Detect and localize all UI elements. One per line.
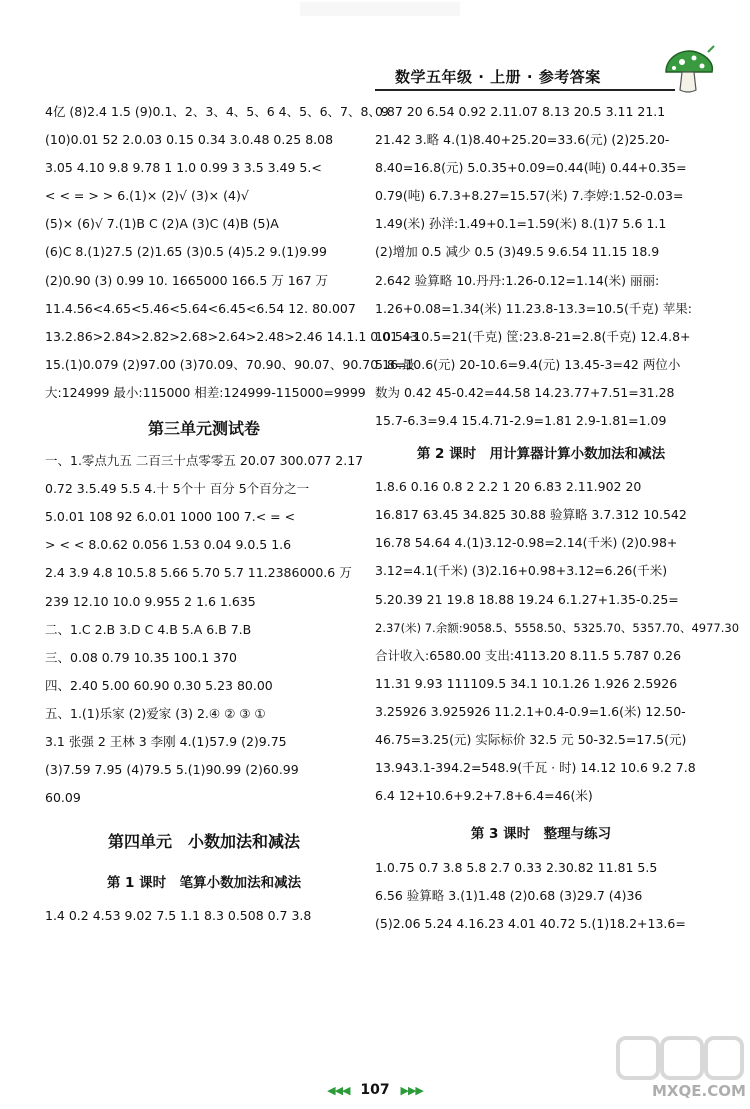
lesson-title-1: 第 1 课时 笔算小数加法和减法 [106,875,302,892]
answer-line: (3)7.59 7.95 (4)79.5 5.(1)90.99 (2)60.99 [45,762,299,778]
answer-line: 合计收入:6580.00 支出:4113.20 8.11.5 5.787 0.26 [375,647,682,663]
answer-line: 21.42 3.略 4.(1)8.40+25.20=33.6(元) (2)25.20- [375,132,670,148]
answer-line: (6)C 8.(1)27.5 (2)1.65 (3)0.5 (4)5.2 9.(1)9.99 [45,244,327,260]
section-title-unit3-test: 第三单元测试卷 [147,419,260,439]
answer-line: (2)0.90 (3) 0.99 10. 1665000 166.5 万 167 万 [45,272,329,288]
answer-line: 2.642 验算略 10.丹丹:1.26-0.12=1.14(米) 丽丽: [375,272,660,288]
page-number: 107 [360,1082,390,1098]
right-answers-block-b [375,473,740,810]
answer-line: (5)2.06 5.24 4.16.23 4.01 40.72 5.(1)18.2+13.6= [375,916,686,932]
answer-line: 5.8=10.6(元) 20-10.6=9.4(元) 13.45-3=42 两位小 [375,356,681,372]
answer-line: 3.25926 3.925926 11.2.1+0.4-0.9=1.6(米) 12.50- [375,703,686,719]
answer-line: 3.05 4.10 9.8 9.78 1 1.0 0.99 3 3.5 3.49 5.< [45,160,322,176]
answer-line: 16.78 54.64 4.(1)3.12-0.98=2.14(千米) (2)0.98+ [375,535,678,551]
page-footer [0,1082,750,1098]
answer-line: 二、1.C 2.B 3.D C 4.B 5.A 6.B 7.B [45,621,252,637]
answer-line: 1.0.75 0.7 3.8 5.8 2.7 0.33 2.30.82 11.81 5.5 [375,860,658,876]
lesson-title-3: 第 3 课时 整理与练习 [470,826,612,843]
answer-line: 5.0.01 108 92 6.0.01 1000 100 7.< = < [45,509,296,525]
answer-line: 60.09 [45,790,81,806]
header-underline [375,89,675,91]
watermark-text: MXQE.COM [652,1082,746,1100]
left-answers-block-c [45,902,363,930]
answer-line: 11.4.56<4.65<5.46<5.64<6.45<6.54 12. 80.007 [45,300,356,316]
answer-line: 3.12=4.1(千米) (3)2.16+0.98+3.12=6.26(千米) [375,563,668,579]
answer-line: 2.37(米) 7.余额:9058.5、5558.50、5325.70、5357.70、4977.30 [375,620,740,635]
answer-line: 10.5+10.5=21(千克) 筐:23.8-21=2.8(千克) 12.4.8+ [375,328,691,344]
answer-line: (10)0.01 52 2.0.03 0.15 0.34 3.0.48 0.25 8.08 [45,132,334,148]
answer-line: 0.72 3.5.49 5.5 4.十 5个十 百分 5个百分之一 [45,481,310,497]
lesson-title-2: 第 2 课时 用计算器计算小数加法和减法 [416,446,666,463]
answer-line: 16.817 63.45 34.825 30.88 验算略 3.7.312 10.542 [375,507,687,523]
answer-line: 五、1.(1)乐家 (2)爱家 (3) 2.④ ② ③ ① [45,705,266,721]
right-answers-block-c [375,854,707,938]
answer-line: 2.4 3.9 4.8 10.5.8 5.66 5.70 5.7 11.2386000.6 万 [45,565,352,581]
answer-line: 0.87 20 6.54 0.92 2.11.07 8.13 20.5 3.11 21.1 [375,104,666,119]
answer-line: 46.75=3.25(元) 实际标价 32.5 元 50-32.5=17.5(元) [375,731,687,747]
answer-line: > < < 8.0.62 0.056 1.53 0.04 9.0.5 1.6 [45,537,292,553]
answer-line: 1.49(米) 孙洋:1.49+0.1=1.59(米) 8.(1)7 5.6 1.1 [375,216,667,232]
answer-line: 1.8.6 0.16 0.8 2 2.2 1 20 6.83 2.11.902 20 [375,479,642,495]
answer-line: 6.4 12+10.6+9.2+7.8+6.4=46(米) [375,788,593,804]
answer-line: 四、2.40 5.00 60.90 0.30 5.23 80.00 [45,677,273,693]
next-arrows-icon: ▶▶▶ [400,1084,423,1097]
answer-line: 5.20.39 21 19.8 18.88 19.24 6.1.27+1.35-0.25= [375,591,679,607]
answer-line: 239 12.10 10.0 9.955 2 1.6 1.635 [45,593,256,609]
left-answers-block-b [45,447,363,812]
answer-line: 大:124999 最小:115000 相差:124999-115000=9999 [45,384,366,400]
answer-line: 一、1.零点九五 二百三十点零零五 20.07 300.077 2.17 [45,453,364,469]
answer-line: 13.943.1-394.2=548.9(千瓦 · 时) 14.12 10.6 9.2 7.8 [375,760,696,776]
right-answers-block-a [375,98,707,435]
answer-line: 1.4 0.2 4.53 9.02 7.5 1.1 8.3 0.508 0.7 3.8 [45,908,312,924]
answer-line: 11.31 9.93 111109.5 34.1 10.1.26 1.926 2.5926 [375,675,678,691]
answer-line: 15.7-6.3=9.4 15.4.71-2.9=1.81 2.9-1.81=1.09 [375,413,667,429]
answer-line: 三、0.08 0.79 10.35 100.1 370 [45,649,237,665]
answer-line: 数为 0.42 45-0.42=44.58 14.23.77+7.51=31.28 [375,384,675,400]
answer-line: 4亿 (8)2.4 1.5 (9)0.1、2、3、4、5、6 4、5、6、7、8、9 [45,104,389,119]
answer-line: 6.56 验算略 3.(1)1.48 (2)0.68 (3)29.7 (4)36 [375,888,643,904]
previous-arrows-icon: ◀◀◀ [327,1084,350,1097]
answer-line: 8.40=16.8(元) 5.0.35+0.09=0.44(吨) 0.44+0.35= [375,160,687,176]
answer-line: 13.2.86>2.84>2.82>2.68>2.64>2.48>2.46 14.1.1 0.01 43 [45,328,418,344]
mushroom-icon [660,46,718,96]
answer-line: 0.79(吨) 6.7.3+8.27=15.57(米) 7.李婷:1.52-0.03= [375,188,684,204]
left-answers-block-a [45,98,418,407]
answer-line: (2)增加 0.5 减少 0.5 (3)49.5 9.6.54 11.15 18.9 [375,244,660,260]
answer-line: 15.(1)0.079 (2)97.00 (3)70.09、70.90、90.07、90.70 16.最 [45,356,415,372]
answer-line: 1.26+0.08=1.34(米) 11.23.8-13.3=10.5(千克) 苹果: [375,300,692,316]
section-title-unit4: 第四单元 小数加法和减法 [107,832,300,852]
page-header-title: 数学五年级 · 上册 · 参考答案 [395,68,601,86]
answer-line: 3.1 张强 2 王林 3 李刚 4.(1)57.9 (2)9.75 [45,733,287,749]
left-answer-column [45,98,418,930]
right-answer-column [375,98,740,939]
top-margin-smudge [300,2,460,16]
answer-line: < < = > > 6.(1)× (2)√ (3)× (4)√ [45,188,249,204]
answer-line: (5)× (6)√ 7.(1)B C (2)A (3)C (4)B (5)A [45,216,279,232]
